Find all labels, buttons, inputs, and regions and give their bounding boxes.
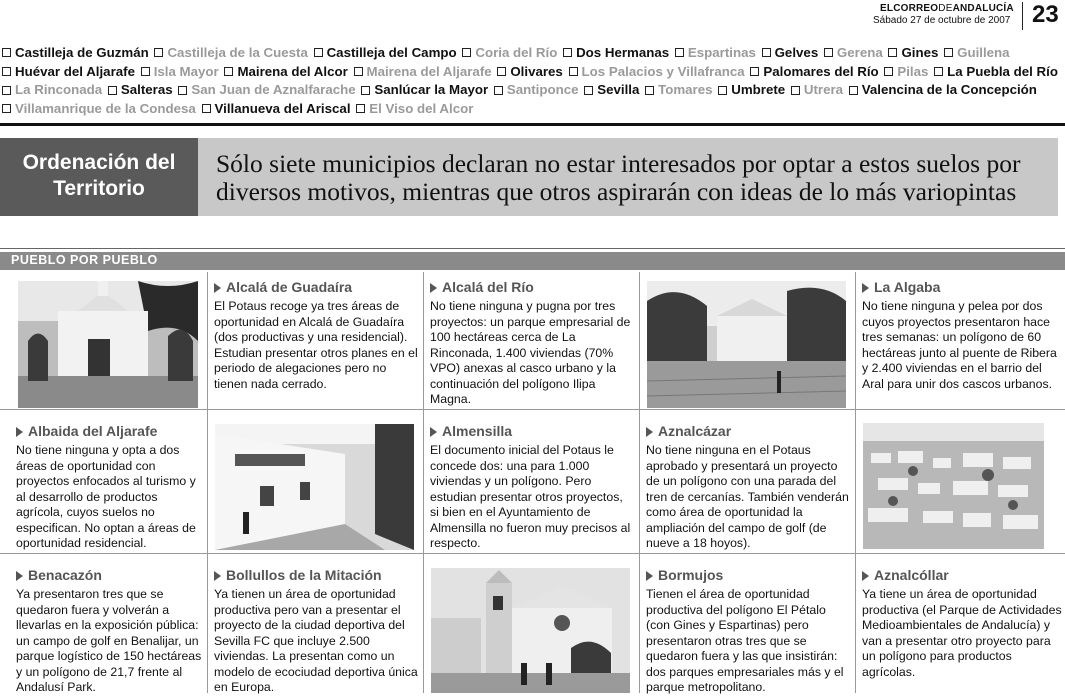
town-item bbox=[567, 64, 745, 79]
checkbox-square-icon bbox=[356, 104, 365, 113]
checkbox-square-icon bbox=[361, 86, 370, 95]
page-number: 23 bbox=[1032, 1, 1059, 28]
town-name: El Viso del Alcor bbox=[369, 100, 474, 116]
town-name: Gerena bbox=[836, 45, 883, 60]
entry-text: Tienen el área de oportunidad productiva del polígono El Pétalo (con Gines y Espartinas) pero presentaron otras tres que se quedaron fuera y las que insistirán: dos parques empresariales más y el parque metropolitano. bbox=[646, 587, 844, 694]
checkbox-square-icon bbox=[2, 48, 11, 57]
checkbox-square-icon bbox=[718, 86, 727, 95]
town-item bbox=[0, 101, 196, 116]
town-name: Pilas bbox=[897, 63, 929, 79]
town-index-list bbox=[0, 44, 1065, 118]
town-item bbox=[789, 82, 843, 97]
checkbox-square-icon bbox=[563, 48, 572, 57]
entry-alcala-rio bbox=[430, 279, 635, 408]
checkbox-square-icon bbox=[584, 86, 593, 95]
town-item bbox=[716, 82, 785, 97]
headline: Sólo siete municipios declaran no estar interesados por optar a estos suelos por diversos motivos, mientras que otros aspirarán con ideas de lo más variopintas bbox=[216, 149, 1021, 206]
town-name: Coria del Río bbox=[475, 45, 558, 60]
town-name: Utrera bbox=[803, 82, 844, 98]
entry-alcala-guadaira bbox=[214, 279, 419, 392]
town-name: La Rinconada bbox=[15, 82, 103, 98]
town-item bbox=[495, 64, 563, 79]
column-divider bbox=[639, 272, 640, 693]
checkbox-square-icon bbox=[224, 67, 233, 76]
entry-title: Alcalá de Guadaíra bbox=[226, 279, 353, 295]
photo-aerial-town bbox=[863, 423, 1044, 549]
town-item bbox=[643, 82, 712, 97]
town-name: Mairena del Alcor bbox=[237, 63, 348, 79]
entry-title: Bollullos de la Mitación bbox=[226, 567, 382, 583]
entry-title: Aznalcázar bbox=[658, 423, 732, 439]
arrow-icon bbox=[16, 571, 23, 581]
entry-aznalcazar bbox=[646, 423, 851, 552]
entry-albaida bbox=[16, 423, 206, 552]
entry-text: Ya tiene un área de oportunidad productiva (el Parque de Actividades Medioambientales de Andalucía) y van a presentar otro proyecto para un polígono para productos agrícolas. bbox=[862, 587, 1062, 679]
checkbox-square-icon bbox=[675, 48, 684, 57]
town-name: Gelves bbox=[774, 45, 819, 60]
town-item bbox=[942, 45, 1009, 60]
town-item bbox=[0, 64, 135, 79]
row-divider bbox=[0, 409, 1065, 410]
arrow-icon bbox=[16, 427, 23, 437]
town-name: Villanueva del Ariscal bbox=[214, 100, 351, 116]
newspaper-brand bbox=[880, 3, 1014, 14]
checkbox-square-icon bbox=[178, 86, 187, 95]
checkbox-square-icon bbox=[750, 67, 759, 76]
entry-text: No tiene ninguna y pugna por tres proyectos: un parque empresarial de 100 hectáreas cerca de La Rinconada, 1.400 viviendas (70% VPO) anexas al casco urbano y la continuación del polígono Ilipa Magna. bbox=[430, 299, 631, 406]
town-name: Umbrete bbox=[731, 82, 786, 98]
arrow-icon bbox=[430, 283, 437, 293]
town-name: Huévar del Aljarafe bbox=[15, 63, 135, 79]
photo-narrow-street bbox=[215, 424, 414, 550]
entry-title: Aznalcóllar bbox=[874, 567, 949, 583]
town-name: Espartinas bbox=[687, 45, 756, 60]
section-label-line1: Ordenación del bbox=[22, 151, 176, 174]
entry-text: El Potaus recoge ya tres áreas de oportunidad en Alcalá de Guadaíra (dos productivas y una residencial). Estudian presentar otros planes en el periodo de alegaciones pero no tienen nada cerrado. bbox=[214, 299, 418, 391]
town-name: Dos Hermanas bbox=[576, 45, 670, 60]
entry-aznalcollar bbox=[862, 567, 1062, 680]
arrow-icon bbox=[646, 427, 653, 437]
entry-title: Albaida del Aljarafe bbox=[28, 423, 158, 439]
town-item bbox=[200, 101, 351, 116]
checkbox-square-icon bbox=[497, 67, 506, 76]
photo-church-plaza bbox=[18, 281, 198, 408]
town-item bbox=[748, 64, 878, 79]
town-name: Isla Mayor bbox=[153, 63, 219, 79]
town-name: San Juan de Aznalfarache bbox=[191, 82, 356, 98]
town-item bbox=[222, 64, 347, 79]
town-name: Sanlúcar la Mayor bbox=[374, 82, 489, 98]
town-name: Valencina de la Concepción bbox=[861, 82, 1037, 98]
town-name: Guillena bbox=[957, 45, 1010, 60]
town-name: Villamanrique de la Condesa bbox=[15, 100, 196, 116]
town-item bbox=[152, 45, 307, 60]
entry-text: No tiene ninguna y opta a dos áreas de oportunidad con proyectos enfocados al turismo y al desarrollo de productos agrícola, cuyos suelos no especifican. No optan a áreas de oportunidad residencial. bbox=[16, 443, 196, 550]
pueblo-por-pueblo-bar bbox=[0, 252, 1065, 270]
town-name: Los Palacios y Villafranca bbox=[581, 63, 745, 79]
arrow-icon bbox=[862, 283, 869, 293]
town-name: Castilleja del Campo bbox=[326, 45, 457, 60]
town-name: Palomares del Río bbox=[763, 63, 879, 79]
masthead bbox=[0, 0, 1065, 36]
town-item bbox=[460, 45, 557, 60]
town-name: Castilleja de la Cuesta bbox=[167, 45, 308, 60]
town-item bbox=[176, 82, 355, 97]
checkbox-square-icon bbox=[762, 48, 771, 57]
town-item bbox=[106, 82, 173, 97]
checkbox-square-icon bbox=[2, 104, 11, 113]
town-item bbox=[354, 101, 473, 116]
brand-part-correo: CORREO bbox=[893, 3, 939, 14]
town-item bbox=[561, 45, 669, 60]
section-label bbox=[0, 138, 198, 216]
town-name: Castilleja de Guzmán bbox=[15, 45, 149, 60]
entry-almensilla bbox=[430, 423, 635, 552]
town-name: Sevilla bbox=[597, 82, 640, 98]
entry-title: Almensilla bbox=[442, 423, 513, 439]
checkbox-square-icon bbox=[462, 48, 471, 57]
entry-text: Ya tienen un área de oportunidad productiva pero van a presentar el proyecto de la ciudad deportiva del Sevilla FC que incluye 2.500 viviendas. La presentan como un modelo de ecociudad deportiva única en Europa. bbox=[214, 587, 418, 694]
town-item bbox=[886, 45, 938, 60]
arrow-icon bbox=[430, 427, 437, 437]
photo-town-square bbox=[647, 281, 846, 408]
town-item bbox=[673, 45, 756, 60]
entry-bormujos bbox=[646, 567, 851, 696]
town-name: Olivares bbox=[510, 63, 563, 79]
town-item bbox=[139, 64, 219, 79]
entry-benacazon bbox=[16, 567, 206, 696]
checkbox-square-icon bbox=[849, 86, 858, 95]
arrow-icon bbox=[214, 283, 221, 293]
town-item bbox=[932, 64, 1058, 79]
section-header bbox=[0, 138, 1058, 216]
arrow-icon bbox=[646, 571, 653, 581]
town-item bbox=[847, 82, 1037, 97]
checkbox-square-icon bbox=[154, 48, 163, 57]
top-rule bbox=[0, 123, 1065, 126]
entry-text: El documento inicial del Potaus le concede dos: una para 1.000 viviendas y un polígono. Pero estudian presentar otros proyectos, si bien en el Ayuntamiento de Almensilla no fueron muy precisos al respecto. bbox=[430, 443, 631, 550]
checkbox-square-icon bbox=[884, 67, 893, 76]
town-item bbox=[0, 45, 149, 60]
town-item bbox=[822, 45, 883, 60]
column-divider bbox=[207, 272, 208, 693]
checkbox-square-icon bbox=[824, 48, 833, 57]
town-name: Mairena del Aljarafe bbox=[366, 63, 492, 79]
masthead-divider bbox=[1022, 2, 1023, 30]
mid-rule bbox=[0, 248, 1065, 249]
arrow-icon bbox=[862, 571, 869, 581]
entry-title: Benacazón bbox=[28, 567, 102, 583]
entry-bollullos bbox=[214, 567, 419, 696]
entry-title: Bormujos bbox=[658, 567, 724, 583]
checkbox-square-icon bbox=[2, 86, 11, 95]
town-name: Santiponce bbox=[506, 82, 579, 98]
checkbox-square-icon bbox=[314, 48, 323, 57]
arrow-icon bbox=[214, 571, 221, 581]
entry-title: Alcalá del Río bbox=[442, 279, 534, 295]
town-name: Gines bbox=[901, 45, 939, 60]
checkbox-square-icon bbox=[494, 86, 503, 95]
checkbox-square-icon bbox=[944, 48, 953, 57]
photo-church-tower bbox=[431, 568, 630, 693]
town-item bbox=[882, 64, 928, 79]
row-divider bbox=[0, 553, 1065, 554]
town-name: Salteras bbox=[120, 82, 173, 98]
pueblo-por-pueblo-label: PUEBLO POR PUEBLO bbox=[11, 253, 158, 267]
issue-date: Sábado 27 de octubre de 2007 bbox=[873, 15, 1011, 26]
checkbox-square-icon bbox=[202, 104, 211, 113]
brand-part-andalucia: ANDALUCÍA bbox=[952, 3, 1014, 14]
checkbox-square-icon bbox=[141, 67, 150, 76]
brand-part-el: EL bbox=[880, 3, 894, 14]
town-item bbox=[352, 64, 492, 79]
town-item bbox=[760, 45, 819, 60]
entry-text: No tiene ninguna en el Potaus aprobado y presentará un proyecto de un polígono con una parada del tren de cercanías. También venderán como área de oportunidad la ampliación del campo de golf (de nueve a 18 hoyos). bbox=[646, 443, 849, 550]
town-item bbox=[492, 82, 579, 97]
entry-text: Ya presentaron tres que se quedaron fuera y volverán a llevarlas en la exposición pública: un campo de golf en Benalijar, un parque logístico de 150 hectáreas y un polígono de 21,7 frente al Andalusí Park. bbox=[16, 587, 202, 694]
ghost-bleedthrough bbox=[790, 8, 800, 39]
town-item bbox=[582, 82, 639, 97]
brand-part-de: DE bbox=[938, 3, 953, 14]
checkbox-square-icon bbox=[645, 86, 654, 95]
checkbox-square-icon bbox=[354, 67, 363, 76]
town-name: Tomares bbox=[658, 82, 713, 98]
column-divider bbox=[423, 272, 424, 693]
entry-title: La Algaba bbox=[874, 279, 941, 295]
town-item bbox=[312, 45, 457, 60]
entry-text: No tiene ninguna y pelea por dos cuyos proyectos presentaron hace tres semanas: un polígono de 60 hectáreas junto al puente de Ribera y 2.400 viviendas en el barrio del Aral para unir dos cascos urbanos. bbox=[862, 299, 1057, 391]
checkbox-square-icon bbox=[888, 48, 897, 57]
column-divider bbox=[855, 272, 856, 693]
entry-la-algaba bbox=[862, 279, 1062, 392]
checkbox-square-icon bbox=[2, 67, 11, 76]
town-name: La Puebla del Río bbox=[947, 63, 1058, 79]
checkbox-square-icon bbox=[569, 67, 578, 76]
section-label-line2: Territorio bbox=[53, 177, 145, 200]
town-item bbox=[0, 82, 102, 97]
town-item bbox=[359, 82, 488, 97]
checkbox-square-icon bbox=[934, 67, 943, 76]
checkbox-square-icon bbox=[108, 86, 117, 95]
checkbox-square-icon bbox=[791, 86, 800, 95]
